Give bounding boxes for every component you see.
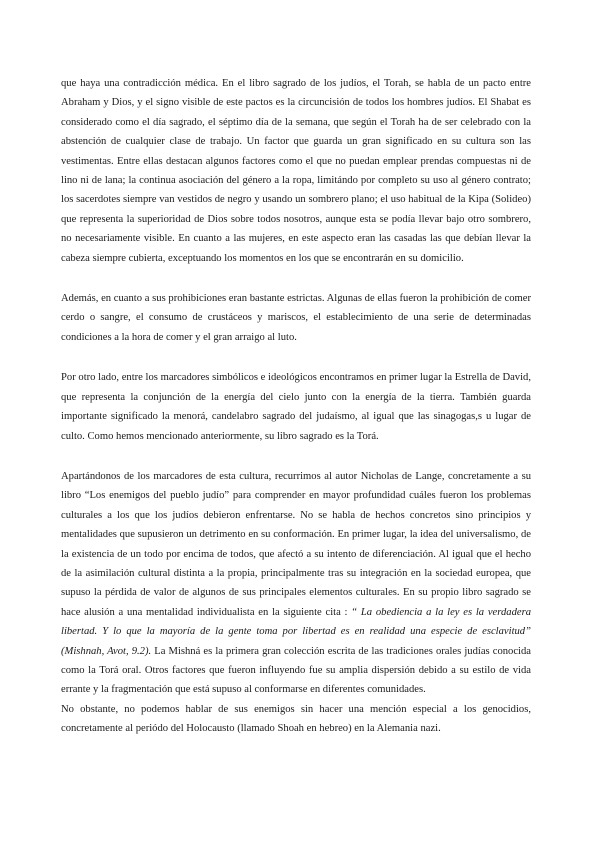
paragraph-jewish-customs: que haya una contradicción médica. En el libro sagrado de los judíos, el Torah, se habla de un pacto entre Abraham y Dios, y el signo visible de este pactos es la circuncisión de todos los hombres judíos. El Shabat es considerado como el día sagrado, el séptimo día de la semana, que según el Torah ha de ser celebrado con la abstención de cualquier clase de trabajo. Un factor que guarda un gran significado en su cultura son las vestimentas. Entre ellas destacan algunos factores como el que no puedan emplear prendas compuestas ni de lino ni de lana; la continua asociación del género a la ropa, limitándo por completo su uso al género contrato; los sacerdotes siempre van vestidos de negro y usando un sombrero plano; el uso habitual de la Kipa (Solideo) que representa la superioridad de Dios sobre todos nosotros, aunque esta se podía llevar bajo otro sombrero, no necesariamente visible. En cuanto a las mujeres, en este aspecto eran las casadas las que debían llevar la cabeza siempre cubierta, exceptuando los momentos en los que se encontrarán en su domicilio. xyxy=(61,78,531,264)
paragraph-prohibitions: Además, en cuanto a sus prohibiciones eran bastante estrictas. Algunas de ellas fueron la prohibición de comer cerdo o sangre, el consumo de crustáceos y mariscos, el establecimiento de una serie de determinadas condiciones a la hora de comer y el gran arraigo al luto. xyxy=(61,293,531,343)
paragraph-text-before-quote: Apartándonos de los marcadores de esta cultura, recurrimos al autor Nicholas de Lange, concretamente a su libro “Los enemigos del pueblo judío” para comprender en mayor profundidad cuáles fueron los problemas culturales a los que los judíos debieron enfrentarse. No se habla de hechos concretos sino principios y mentalidades que supusieron un detrimento en su conformación. En primer lugar, la idea del universalismo, de la existencia de un todo por encima de todos, que afectó a su intento de diferenciación. Al igual que el hecho de la asimilación cultural distinta a la propia, principalmente tras su integración en la sociedad europea, que supuso la pérdida de valor de algunos de sus principales elementos culturales. En su propio libro sagrado se hace alusión a una mentalidad individualista en la siguiente cita : xyxy=(61,470,531,618)
paragraph-nicholas-de-lange xyxy=(61,467,531,700)
mishnah-quote: “ La obediencia a la ley es la verdadera libertad. Y lo que la mayoría de la gente toma por libertad es en realidad una especie de esclavitud” (Mishnah, Avot, 9.2). xyxy=(61,606,531,657)
paragraph-text-after-quote: La Mishná es la primera gran colección escrita de las tradiciones orales judías conocida como la Torá oral. Otros factores que fueron influyendo fue su amplia dispersión debido a su estilo de vida errante y la fragmentación que está supuso al conformarse en diferentes comunidades. xyxy=(61,645,531,696)
paragraph-symbolic-markers: Por otro lado, entre los marcadores simbólicos e ideológicos encontramos en primer lugar la Estrella de David, que representa la conjunción de la energía del cielo junto con la energía de la tierra. También guarda importante significado la menorá, candelabro sagrado del judaísmo, al igual que las sinagogas,s u lugar de culto. Como hemos mencionado anteriormente, su libro sagrado es la Torá. xyxy=(61,372,531,442)
paragraph-holocaust: No obstante, no podemos hablar de sus enemigos sin hacer una mención especial a los genocidios, concretamente al periódo del Holocausto (llamado Shoah en hebreo) en la Alemania nazi. xyxy=(61,703,531,735)
